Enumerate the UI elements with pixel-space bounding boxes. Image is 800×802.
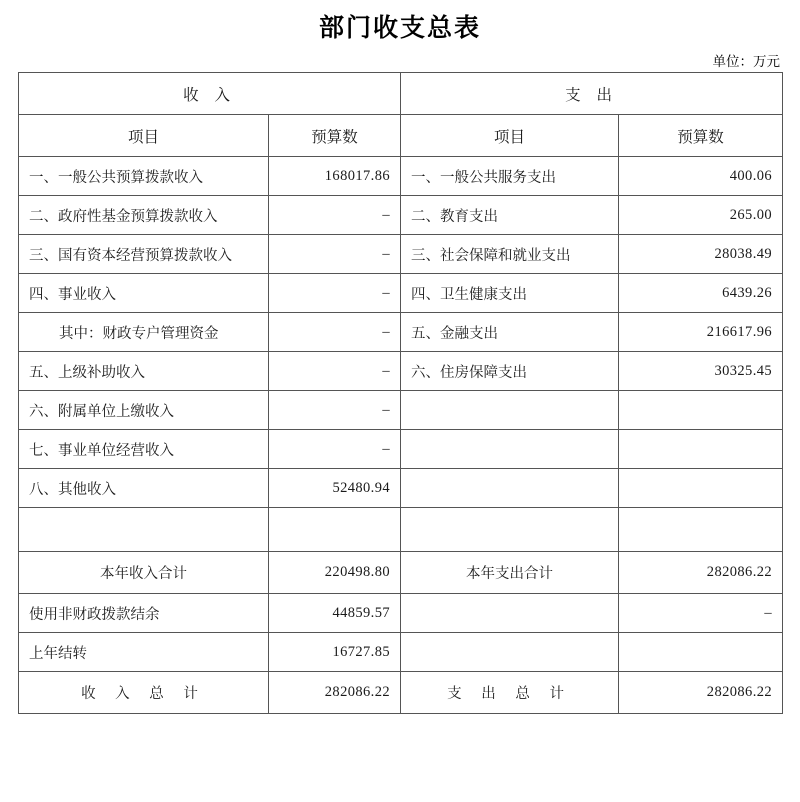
income-item-cell: 一、一般公共预算拨款收入: [19, 157, 269, 196]
income-amount-header: 预算数: [269, 115, 401, 157]
expense-grand-total-amount: 282086.22: [619, 672, 783, 714]
table-row: [19, 594, 783, 633]
table-row: [19, 352, 783, 391]
income-subtotal-label: 本年收入合计: [19, 552, 269, 594]
income-item-cell: 六、附属单位上缴收入: [19, 391, 269, 430]
table-column-header-row: [19, 115, 783, 157]
income-item-cell: 七、事业单位经营收入: [19, 430, 269, 469]
unit-note: 单位：万元: [712, 54, 780, 69]
table-row: [19, 633, 783, 672]
income-amount-cell: –: [269, 430, 401, 469]
income-item-cell: 八、其他收入: [19, 469, 269, 508]
expense-item-cell: 三、社会保障和就业支出: [401, 235, 619, 274]
expense-amount-cell: –: [619, 594, 783, 633]
expense-item-header: 项目: [401, 115, 619, 157]
expense-item-cell: [401, 508, 619, 552]
income-amount-cell: –: [269, 235, 401, 274]
table-group-header-row: [19, 73, 783, 115]
income-item-cell: 五、上级补助收入: [19, 352, 269, 391]
expense-amount-cell: 216617.96: [619, 313, 783, 352]
table-spacer-row: [19, 508, 783, 552]
income-amount-cell: –: [269, 313, 401, 352]
expense-group-header: 支 出: [401, 73, 783, 115]
expense-item-cell: 二、教育支出: [401, 196, 619, 235]
expense-subtotal-amount: 282086.22: [619, 552, 783, 594]
expense-item-cell: [401, 469, 619, 508]
table-row: [19, 430, 783, 469]
table-row: [19, 469, 783, 508]
expense-item-cell: [401, 430, 619, 469]
expense-amount-cell: [619, 508, 783, 552]
income-amount-cell: 52480.94: [269, 469, 401, 508]
expense-amount-cell: 28038.49: [619, 235, 783, 274]
income-amount-cell: –: [269, 274, 401, 313]
income-group-header: 收 入: [19, 73, 401, 115]
expense-item-cell: [401, 594, 619, 633]
income-subitem-label: 其中：财政专户管理资金: [59, 325, 219, 342]
expense-item-cell: 一、一般公共服务支出: [401, 157, 619, 196]
expense-item-cell: 四、卫生健康支出: [401, 274, 619, 313]
table-row: [19, 313, 783, 352]
income-amount-cell: –: [269, 196, 401, 235]
expense-item-cell: 六、住房保障支出: [401, 352, 619, 391]
expense-item-cell: 五、金融支出: [401, 313, 619, 352]
table-row: [19, 391, 783, 430]
expense-amount-header: 预算数: [619, 115, 783, 157]
income-subtotal-amount: 220498.80: [269, 552, 401, 594]
income-amount-cell: 44859.57: [269, 594, 401, 633]
income-amount-cell: 16727.85: [269, 633, 401, 672]
expense-amount-cell: [619, 391, 783, 430]
expense-amount-cell: 400.06: [619, 157, 783, 196]
income-item-cell: 二、政府性基金预算拨款收入: [19, 196, 269, 235]
income-amount-cell: 168017.86: [269, 157, 401, 196]
table-row: [19, 274, 783, 313]
expense-amount-cell: 6439.26: [619, 274, 783, 313]
table-row: [19, 196, 783, 235]
income-amount-cell: [269, 508, 401, 552]
table-row: [19, 157, 783, 196]
expense-amount-cell: [619, 469, 783, 508]
grand-total-row: [19, 672, 783, 714]
budget-summary-table: [18, 72, 783, 714]
income-item-cell: 三、国有资本经营预算拨款收入: [19, 235, 269, 274]
income-item-header: 项目: [19, 115, 269, 157]
expense-item-cell: [401, 391, 619, 430]
income-item-cell: 使用非财政拨款结余: [19, 594, 269, 633]
expense-amount-cell: [619, 633, 783, 672]
income-subitem-cell: [19, 313, 269, 352]
subtotal-row: [19, 552, 783, 594]
expense-grand-total-label: 支 出 总 计: [401, 672, 619, 714]
income-amount-cell: –: [269, 391, 401, 430]
income-item-cell: 四、事业收入: [19, 274, 269, 313]
expense-amount-cell: 30325.45: [619, 352, 783, 391]
income-grand-total-amount: 282086.22: [269, 672, 401, 714]
expense-item-cell: [401, 633, 619, 672]
income-item-cell: [19, 508, 269, 552]
expense-amount-cell: 265.00: [619, 196, 783, 235]
page-title: 部门收支总表: [318, 13, 481, 42]
income-amount-cell: –: [269, 352, 401, 391]
budget-table-container: [0, 72, 800, 714]
table-row: [19, 235, 783, 274]
expense-subtotal-label: 本年支出合计: [401, 552, 619, 594]
income-item-cell: 上年结转: [19, 633, 269, 672]
expense-amount-cell: [619, 430, 783, 469]
income-grand-total-label: 收 入 总 计: [19, 672, 269, 714]
